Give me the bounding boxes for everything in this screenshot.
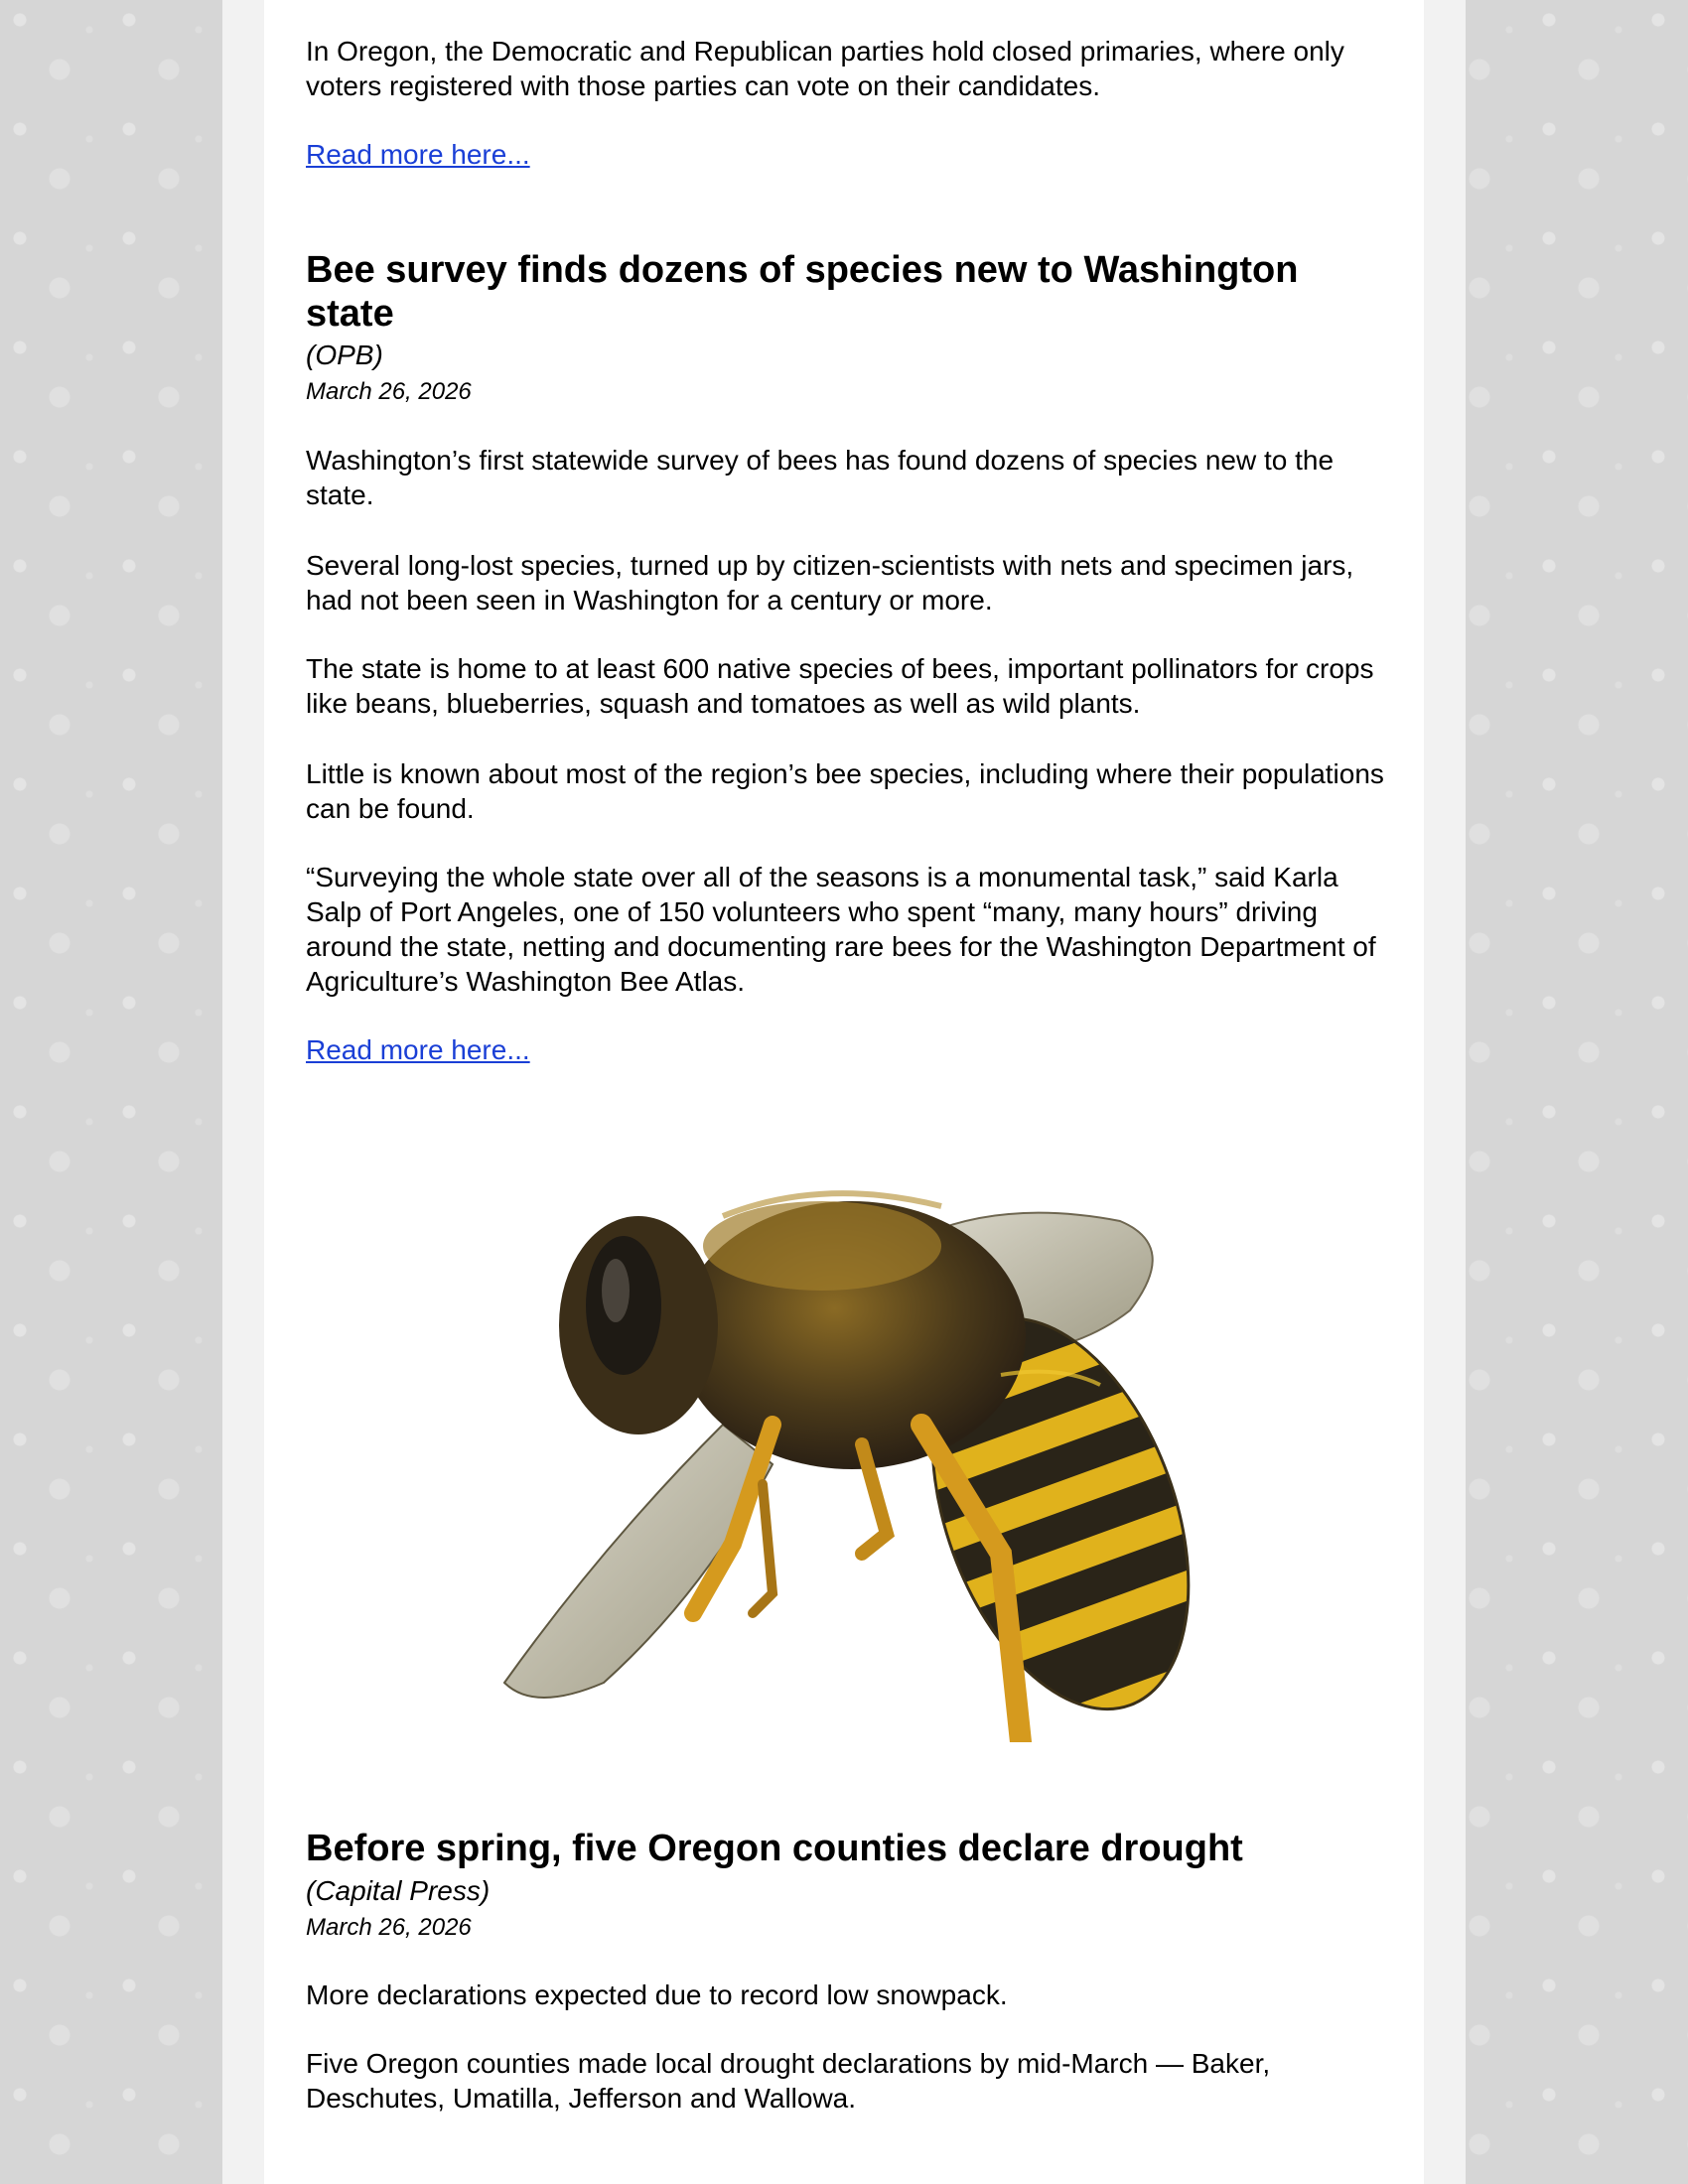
bee-photo bbox=[306, 1127, 1390, 1742]
newsletter-card bbox=[264, 0, 1424, 2184]
article-paragraph: More declarations expected due to record low snowpack. bbox=[306, 1979, 1008, 2010]
article-source: (Capital Press) bbox=[306, 1875, 491, 1906]
article-date: March 26, 2026 bbox=[306, 378, 472, 405]
article-paragraph: The state is home to at least 600 native species of bees, important pollinators for crops like beans, blueberries, squash and tomatoes as well as wild plants. bbox=[306, 653, 1374, 719]
article-source: (OPB) bbox=[306, 340, 383, 370]
article-paragraph: Five Oregon counties made local drought declarations by mid-March — Baker, Deschutes, Umatilla, Jefferson and Wallowa. bbox=[306, 2048, 1271, 2114]
newsletter-frame bbox=[222, 0, 1466, 2184]
article-paragraph: Several long-lost species, turned up by citizen-scientists with nets and specimen jars, had not been seen in Washington for a century or more. bbox=[306, 550, 1354, 615]
read-more-link[interactable]: Read more here... bbox=[306, 139, 530, 170]
article-paragraph: Washington’s first statewide survey of bees has found dozens of species new to the state. bbox=[306, 445, 1335, 510]
read-more-link[interactable]: Read more here... bbox=[306, 1034, 530, 1065]
article-paragraph: “Surveying the whole state over all of the seasons is a monumental task,” said Karla Salp of Port Angeles, one of 150 volunteers who spent “many, many hours” driving around the state, netting and documenting rare bees for the Washington Department of Agriculture’s Washington Bee Atlas. bbox=[306, 862, 1376, 997]
article-paragraph: Little is known about most of the region’s bee species, including where their populations can be found. bbox=[306, 758, 1384, 824]
article-date: March 26, 2026 bbox=[306, 1914, 472, 1941]
article-title: Before spring, five Oregon counties declare drought bbox=[306, 1828, 1243, 1869]
article-title: Bee survey finds dozens of species new to Washington state bbox=[306, 249, 1299, 335]
article-paragraph: In Oregon, the Democratic and Republican parties hold closed primaries, where only voters registered with those parties can vote on their candidates. bbox=[306, 36, 1344, 101]
